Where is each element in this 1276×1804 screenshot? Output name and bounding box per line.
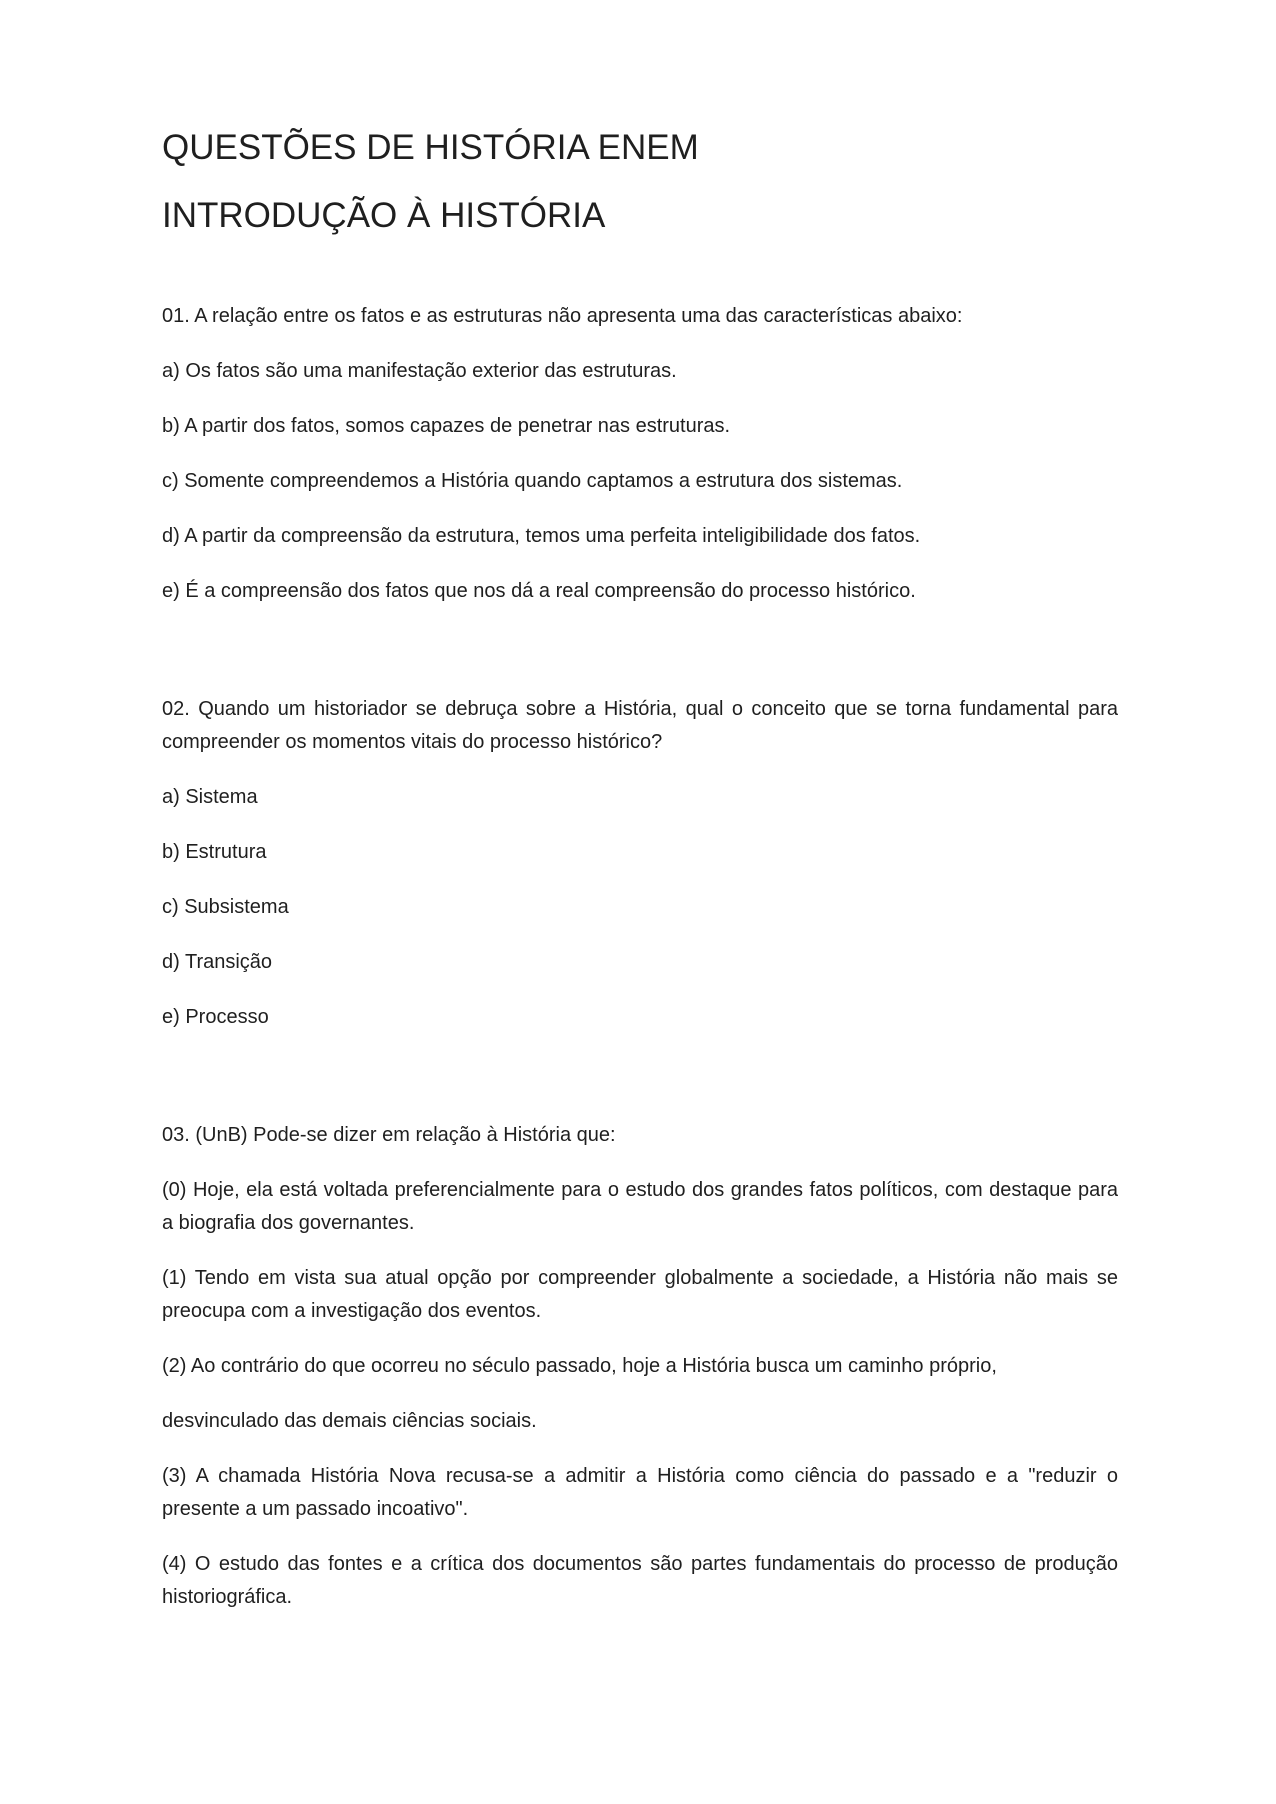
question-03-item-3: (3) A chamada História Nova recusa-se a admitir a História como ciência do passado e a "reduzir o presente a um passado incoativo". bbox=[162, 1465, 1118, 1520]
question-02 bbox=[162, 693, 1118, 1034]
question-03-item-4: (4) O estudo das fontes e a crítica dos documentos são partes fundamentais do processo de produção historiográfica. bbox=[162, 1553, 1118, 1608]
question-02-option-b: b) Estrutura bbox=[162, 841, 267, 863]
question-01-option-c: c) Somente compreendemos a História quando captamos a estrutura dos sistemas. bbox=[162, 470, 903, 492]
question-03-stem: 03. (UnB) Pode-se dizer em relação à História que: bbox=[162, 1124, 616, 1146]
question-03 bbox=[162, 1119, 1118, 1614]
document-subtitle: INTRODUÇÃO À HISTÓRIA bbox=[162, 196, 606, 235]
document-title: QUESTÕES DE HISTÓRIA ENEM bbox=[162, 128, 699, 167]
question-01-option-a: a) Os fatos são uma manifestação exterior das estruturas. bbox=[162, 360, 677, 382]
question-01-option-b: b) A partir dos fatos, somos capazes de penetrar nas estruturas. bbox=[162, 415, 731, 437]
question-02-stem: 02. Quando um historiador se debruça sobre a História, qual o conceito que se torna fundamental para compreender os momentos vitais do processo histórico? bbox=[162, 698, 1118, 753]
question-03-item-2: (2) Ao contrário do que ocorreu no século passado, hoje a História busca um caminho próprio, bbox=[162, 1355, 997, 1377]
question-01-option-e: e) É a compreensão dos fatos que nos dá a real compreensão do processo histórico. bbox=[162, 580, 916, 602]
question-02-option-a: a) Sistema bbox=[162, 786, 258, 808]
question-01-stem: 01. A relação entre os fatos e as estruturas não apresenta uma das características abaixo: bbox=[162, 305, 963, 327]
question-02-option-d: d) Transição bbox=[162, 951, 273, 973]
question-02-option-e: e) Processo bbox=[162, 1006, 269, 1028]
question-02-option-c: c) Subsistema bbox=[162, 896, 289, 918]
question-03-item-1: (1) Tendo em vista sua atual opção por compreender globalmente a sociedade, a História não mais se preocupa com a investigação dos eventos. bbox=[162, 1267, 1118, 1322]
question-01-option-d: d) A partir da compreensão da estrutura, temos uma perfeita inteligibilidade dos fatos. bbox=[162, 525, 921, 547]
question-03-item-2-continuation: desvinculado das demais ciências sociais. bbox=[162, 1410, 537, 1432]
question-03-item-0: (0) Hoje, ela está voltada preferencialmente para o estudo dos grandes fatos políticos, com destaque para a biografia dos governantes. bbox=[162, 1179, 1118, 1234]
question-01 bbox=[162, 300, 1118, 608]
